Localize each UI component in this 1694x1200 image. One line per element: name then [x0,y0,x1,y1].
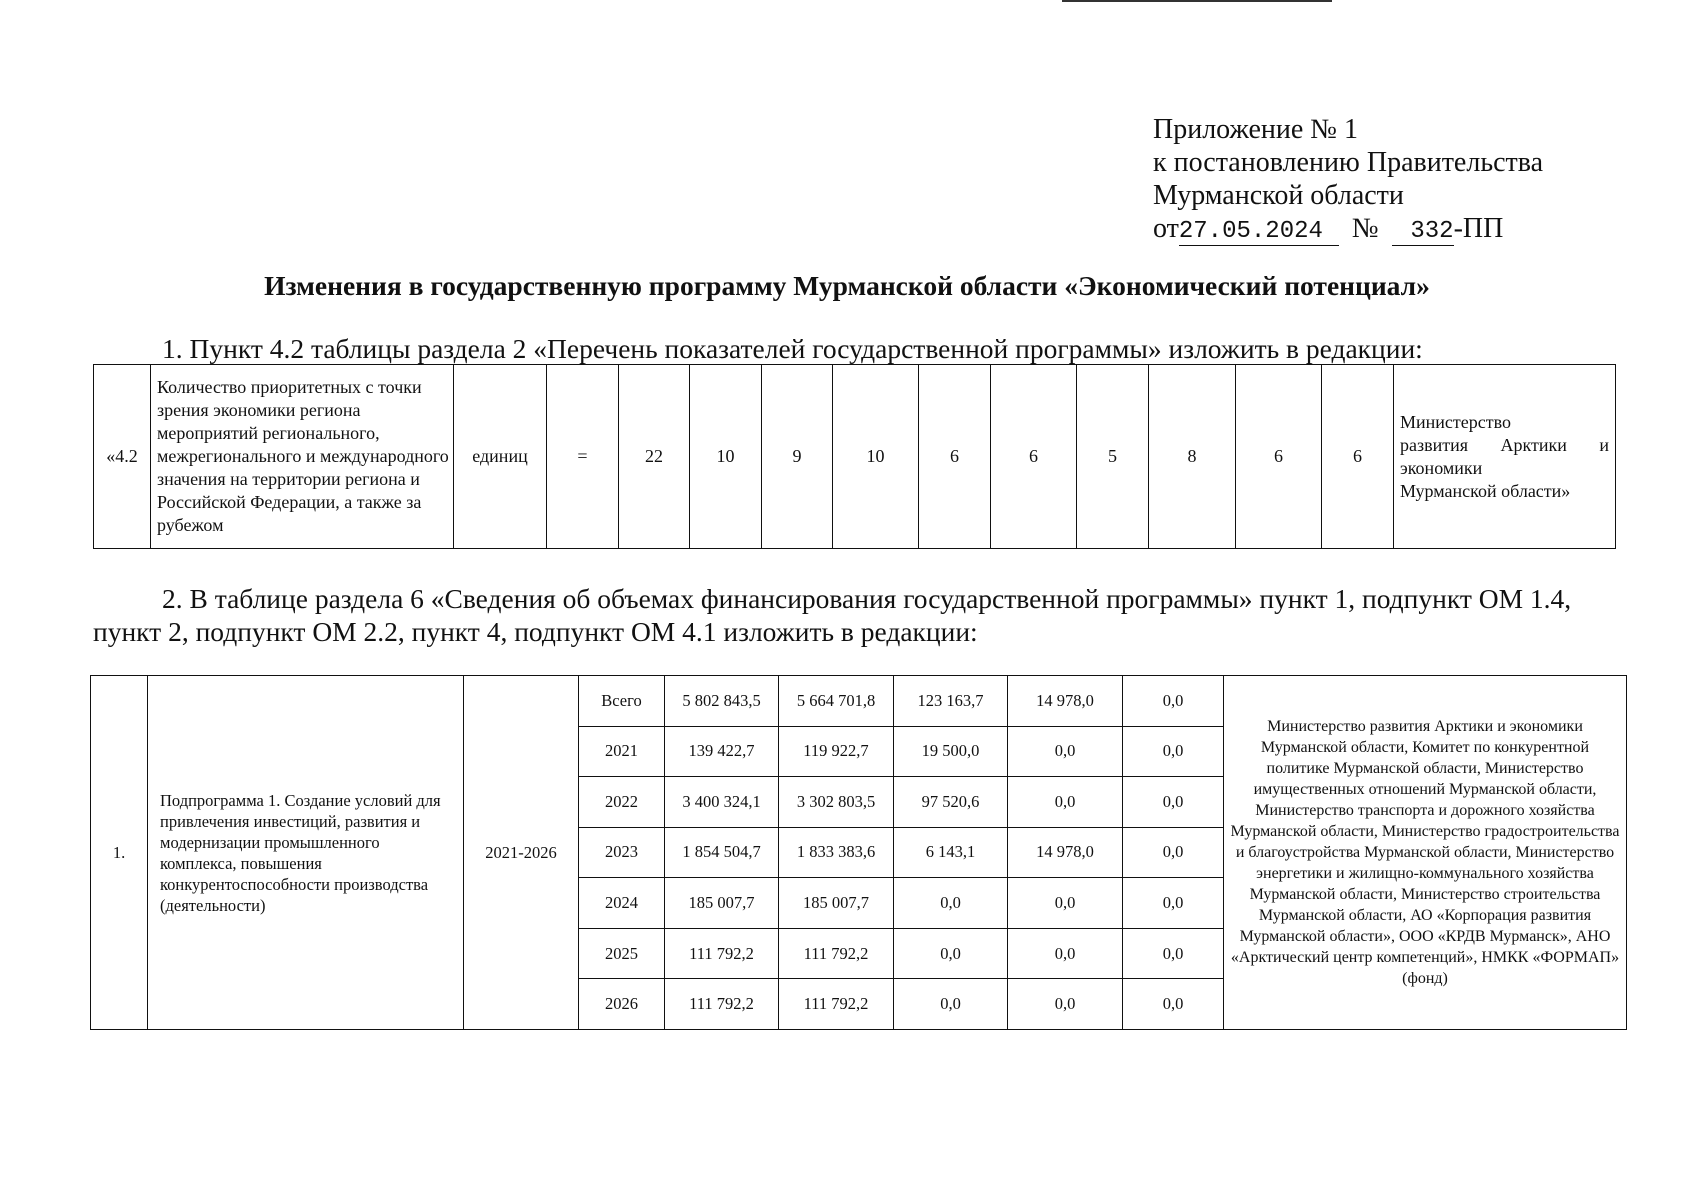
appendix-line-4 [1153,212,1543,246]
year-cell: 2021 [579,726,665,777]
amount-cell: 0,0 [894,878,1008,929]
indicator-value: 6 [991,365,1077,549]
indicator-name: Количество приоритетных с точки зрения экономики региона мероприятий регионального, межрегионального и международного значения на территории региона и Российской Федерации, а также за рубежом [151,365,454,549]
paragraph-1: 1. Пункт 4.2 таблицы раздела 2 «Перечень показателей государственной программы» изложить в редакции: [162,333,1423,364]
amount-cell: 97 520,6 [894,777,1008,828]
amount-cell: 0,0 [1008,726,1123,777]
table-row [94,365,1616,549]
indicator-unit: единиц [454,365,547,549]
appendix-line-2: к постановлению Правительства [1153,147,1544,178]
year-cell: 2023 [579,827,665,878]
program-number: 1. [91,676,148,1030]
indicator-value: 10 [690,365,762,549]
appendix-line-1: Приложение № 1 [1153,114,1358,145]
responsible-line: экономики [1400,457,1483,478]
amount-cell: 111 792,2 [665,928,779,979]
financing-table [90,675,1627,1030]
indicator-value: 8 [1149,365,1236,549]
amount-cell: 0,0 [894,979,1008,1030]
amount-cell: 5 664 701,8 [779,676,894,727]
amount-cell: 3 302 803,5 [779,777,894,828]
amount-cell: 185 007,7 [665,878,779,929]
responsible-line: Министерство [1400,411,1511,432]
indicator-sign: = [547,365,619,549]
amount-cell: 123 163,7 [894,676,1008,727]
amount-cell: 0,0 [1008,979,1123,1030]
amount-cell: 111 792,2 [779,979,894,1030]
amount-cell: 0,0 [1008,878,1123,929]
amount-cell: 111 792,2 [665,979,779,1030]
amount-cell: 1 833 383,6 [779,827,894,878]
amount-cell: 0,0 [1123,827,1224,878]
amount-cell: 3 400 324,1 [665,777,779,828]
year-cell: 2024 [579,878,665,929]
decree-number: 332 [1392,219,1454,246]
responsible-line: развития Арктики и [1400,434,1609,455]
indicator-value: 10 [833,365,919,549]
number-suffix: -ПП [1453,213,1504,244]
amount-cell: 0,0 [1123,676,1224,727]
amount-cell: 0,0 [1008,777,1123,828]
indicator-value: 9 [762,365,833,549]
year-cell: 2026 [579,979,665,1030]
indicator-value: 5 [1077,365,1149,549]
amount-cell: 6 143,1 [894,827,1008,878]
amount-cell: 0,0 [894,928,1008,979]
responsible-line: Мурманской области» [1400,480,1571,501]
document-title: Изменения в государственную программу Мурманской области «Экономический потенциал» [264,270,1430,301]
indicator-value: 6 [1322,365,1394,549]
program-period: 2021-2026 [464,676,579,1030]
amount-cell: 0,0 [1123,878,1224,929]
appendix-header [1153,113,1543,246]
year-cell: 2022 [579,777,665,828]
indicator-responsible [1394,365,1616,549]
decree-date: 27.05.2024 [1179,219,1339,246]
indicator-value: 22 [619,365,690,549]
amount-cell: 139 422,7 [665,726,779,777]
amount-cell: 14 978,0 [1008,676,1123,727]
financing-table-body [91,676,1627,1030]
indicator-value: 6 [919,365,991,549]
top-edge-line [1062,0,1332,2]
amount-cell: 119 922,7 [779,726,894,777]
amount-cell: 111 792,2 [779,928,894,979]
amount-cell: 185 007,7 [779,878,894,929]
year-cell: Всего [579,676,665,727]
number-sign: № [1351,213,1379,244]
amount-cell: 0,0 [1123,979,1224,1030]
appendix-line-3: Мурманской области [1153,180,1404,211]
amount-cell: 0,0 [1008,928,1123,979]
amount-cell: 0,0 [1123,928,1224,979]
amount-cell: 14 978,0 [1008,827,1123,878]
indicator-value: 6 [1236,365,1322,549]
amount-cell: 1 854 504,7 [665,827,779,878]
program-responsible: Министерство развития Арктики и экономики Мурманской области, Комитет по конкурентной политике Мурманской области, Министерство имущественных отношений Мурманской области, Министерство транспорта и дорожного хозяйства Мурманской области, Министерство градостроительства и благоустройства Мурманской области, Министерство энергетики и жилищно-коммунального хозяйства Мурманской области, Министерство строительства Мурманской области, АО «Корпорация развития Мурманской области», ООО «КРДВ Мурманск», АНО «Арктический центр компетенций», НМКК «ФОРМАП» (фонд) [1224,676,1627,1030]
table-row [91,676,1627,727]
amount-cell: 19 500,0 [894,726,1008,777]
amount-cell: 0,0 [1123,726,1224,777]
indicator-number: «4.2 [94,365,151,549]
amount-cell: 5 802 843,5 [665,676,779,727]
paragraph-2: 2. В таблице раздела 6 «Сведения об объемах финансирования государственной программы» пункт 1, подпункт ОМ 1.4, пункт 2, подпункт ОМ 2.2, пункт 4, подпункт ОМ 4.1 изложить в редакции: [93,583,1572,647]
amount-cell: 0,0 [1123,777,1224,828]
from-prefix: от [1153,213,1179,244]
indicators-table [93,364,1616,549]
program-name: Подпрограмма 1. Создание условий для привлечения инвестиций, развития и модернизации промышленного комплекса, повышения конкурентоспособности производства (деятельности) [148,676,464,1030]
year-cell: 2025 [579,928,665,979]
